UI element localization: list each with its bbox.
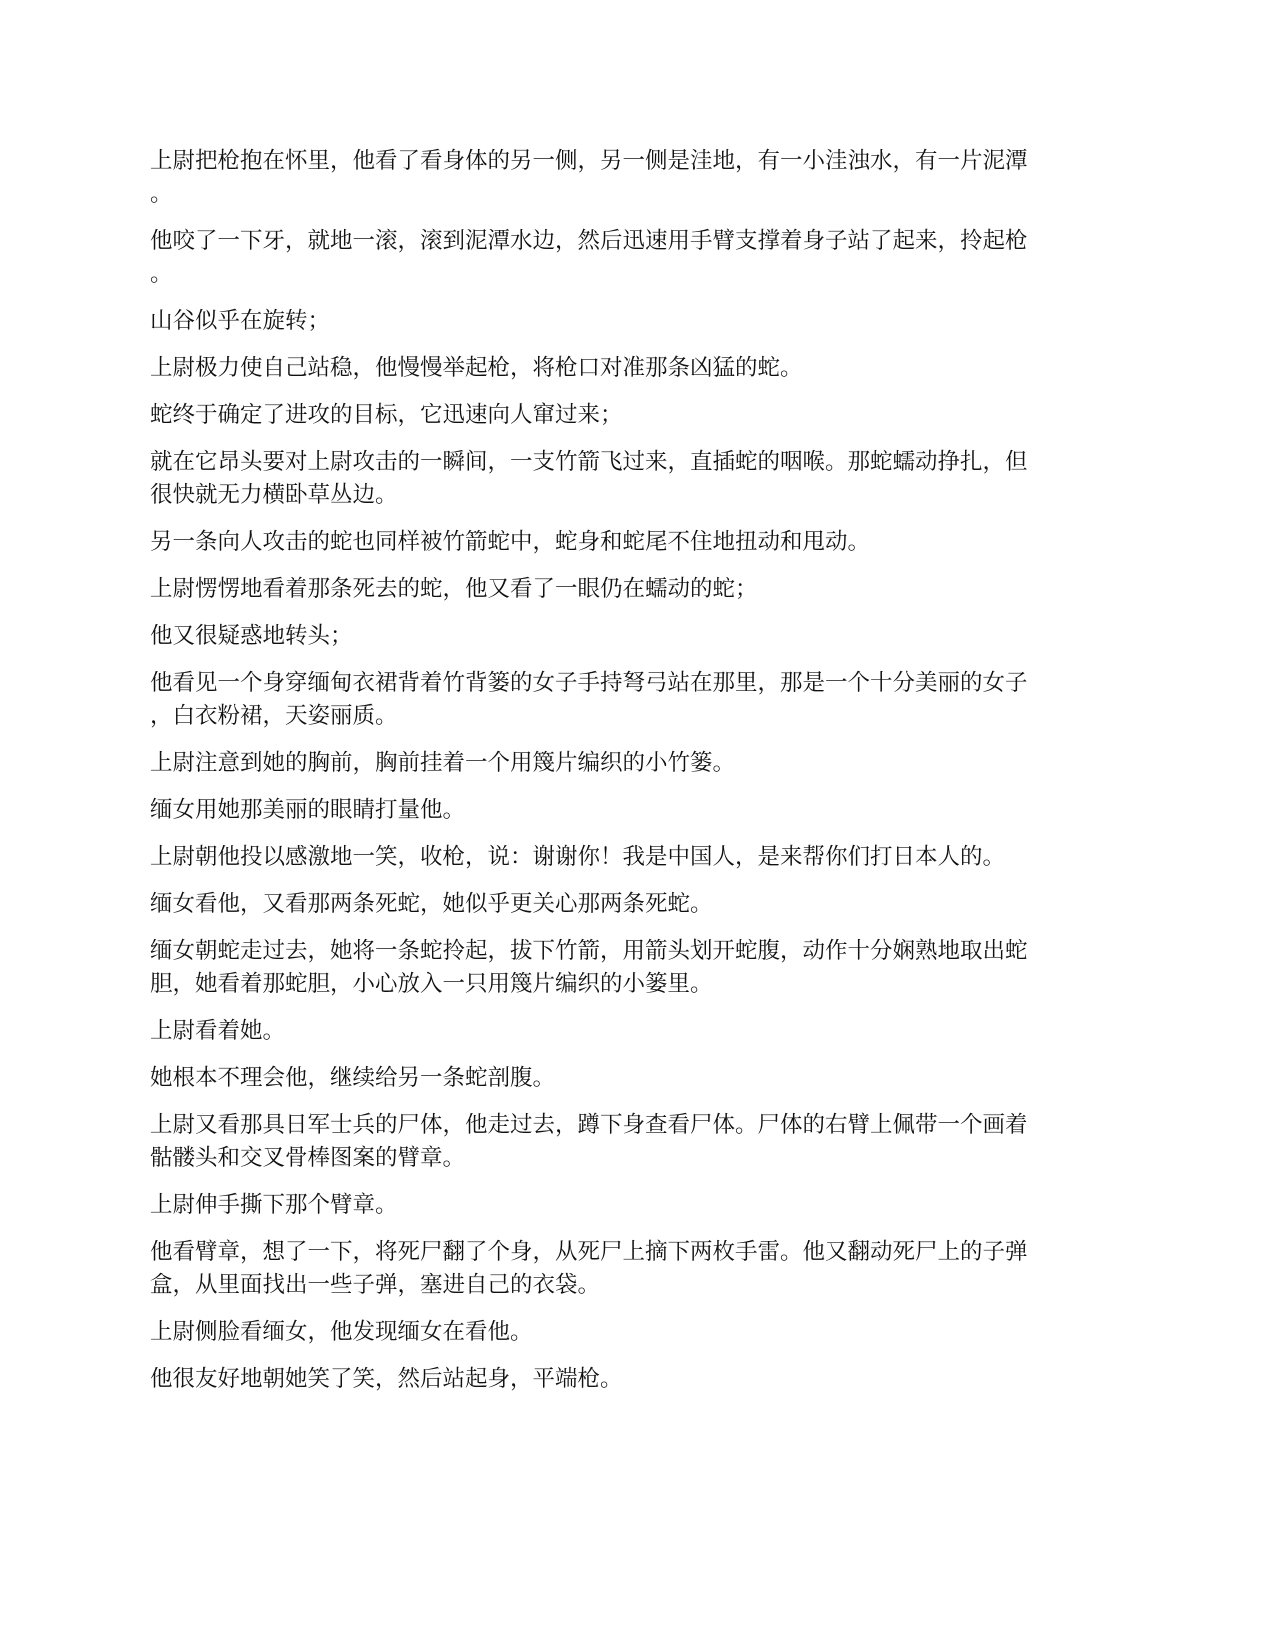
paragraph-6: 就在它昂头要对上尉攻击的一瞬间，一支竹箭飞过来，直插蛇的咽喉。那蛇蠕动挣扎，但 很快就无力横卧草丛边。 (150, 449, 1028, 508)
paragraph-4: 上尉极力使自己站稳，他慢慢举起枪，将枪口对准那条凶猛的蛇。 (150, 355, 803, 381)
document-body (150, 145, 1135, 1410)
paragraph-10: 他看见一个身穿缅甸衣裙背着竹背篓的女子手持弩弓站在那里，那是一个十分美丽的女子 ，白衣粉裙，天姿丽质。 (150, 670, 1028, 729)
paragraph-2: 他咬了一下牙，就地一滚，滚到泥潭水边，然后迅速用手臂支撑着身子站了起来，拎起枪 。 (150, 228, 1028, 287)
paragraph-7: 另一条向人攻击的蛇也同样被竹箭蛇中，蛇身和蛇尾不住地扭动和甩动。 (150, 529, 871, 555)
paragraph-1: 上尉把枪抱在怀里，他看了看身体的另一侧，另一侧是洼地，有一小洼浊水，有一片泥潭 。 (150, 148, 1028, 207)
paragraph-20: 他看臂章，想了一下，将死尸翻了个身，从死尸上摘下两枚手雷。他又翻动死尸上的子弹 盒，从里面找出一些子弹，塞进自己的衣袋。 (150, 1239, 1028, 1298)
paragraph-14: 缅女看他，又看那两条死蛇，她似乎更关心那两条死蛇。 (150, 891, 713, 917)
paragraph-19: 上尉伸手撕下那个臂章。 (150, 1192, 398, 1218)
paragraph-11: 上尉注意到她的胸前，胸前挂着一个用篾片编织的小竹篓。 (150, 750, 736, 776)
paragraph-22: 他很友好地朝她笑了笑，然后站起身，平端枪。 (150, 1366, 623, 1392)
paragraph-16: 上尉看着她。 (150, 1018, 286, 1044)
paragraph-15: 缅女朝蛇走过去，她将一条蛇拎起，拔下竹箭，用箭头划开蛇腹，动作十分娴熟地取出蛇 胆，她看着那蛇胆，小心放入一只用篾片编织的小篓里。 (150, 938, 1028, 997)
paragraph-8: 上尉愣愣地看着那条死去的蛇，他又看了一眼仍在蠕动的蛇； (150, 576, 758, 602)
paragraph-18: 上尉又看那具日军士兵的尸体，他走过去，蹲下身查看尸体。尸体的右臂上佩带一个画着 骷髅头和交叉骨棒图案的臂章。 (150, 1112, 1028, 1171)
paragraph-3: 山谷似乎在旋转； (150, 308, 331, 334)
paragraph-17: 她根本不理会他，继续给另一条蛇剖腹。 (150, 1065, 556, 1091)
paragraph-12: 缅女用她那美丽的眼睛打量他。 (150, 797, 466, 823)
paragraph-9: 他又很疑惑地转头； (150, 623, 353, 649)
paragraph-21: 上尉侧脸看缅女，他发现缅女在看他。 (150, 1319, 533, 1345)
paragraph-13: 上尉朝他投以感激地一笑，收枪，说：谢谢你！我是中国人，是来帮你们打日本人的。 (150, 844, 1006, 870)
paragraph-5: 蛇终于确定了进攻的目标，它迅速向人窜过来； (150, 402, 623, 428)
